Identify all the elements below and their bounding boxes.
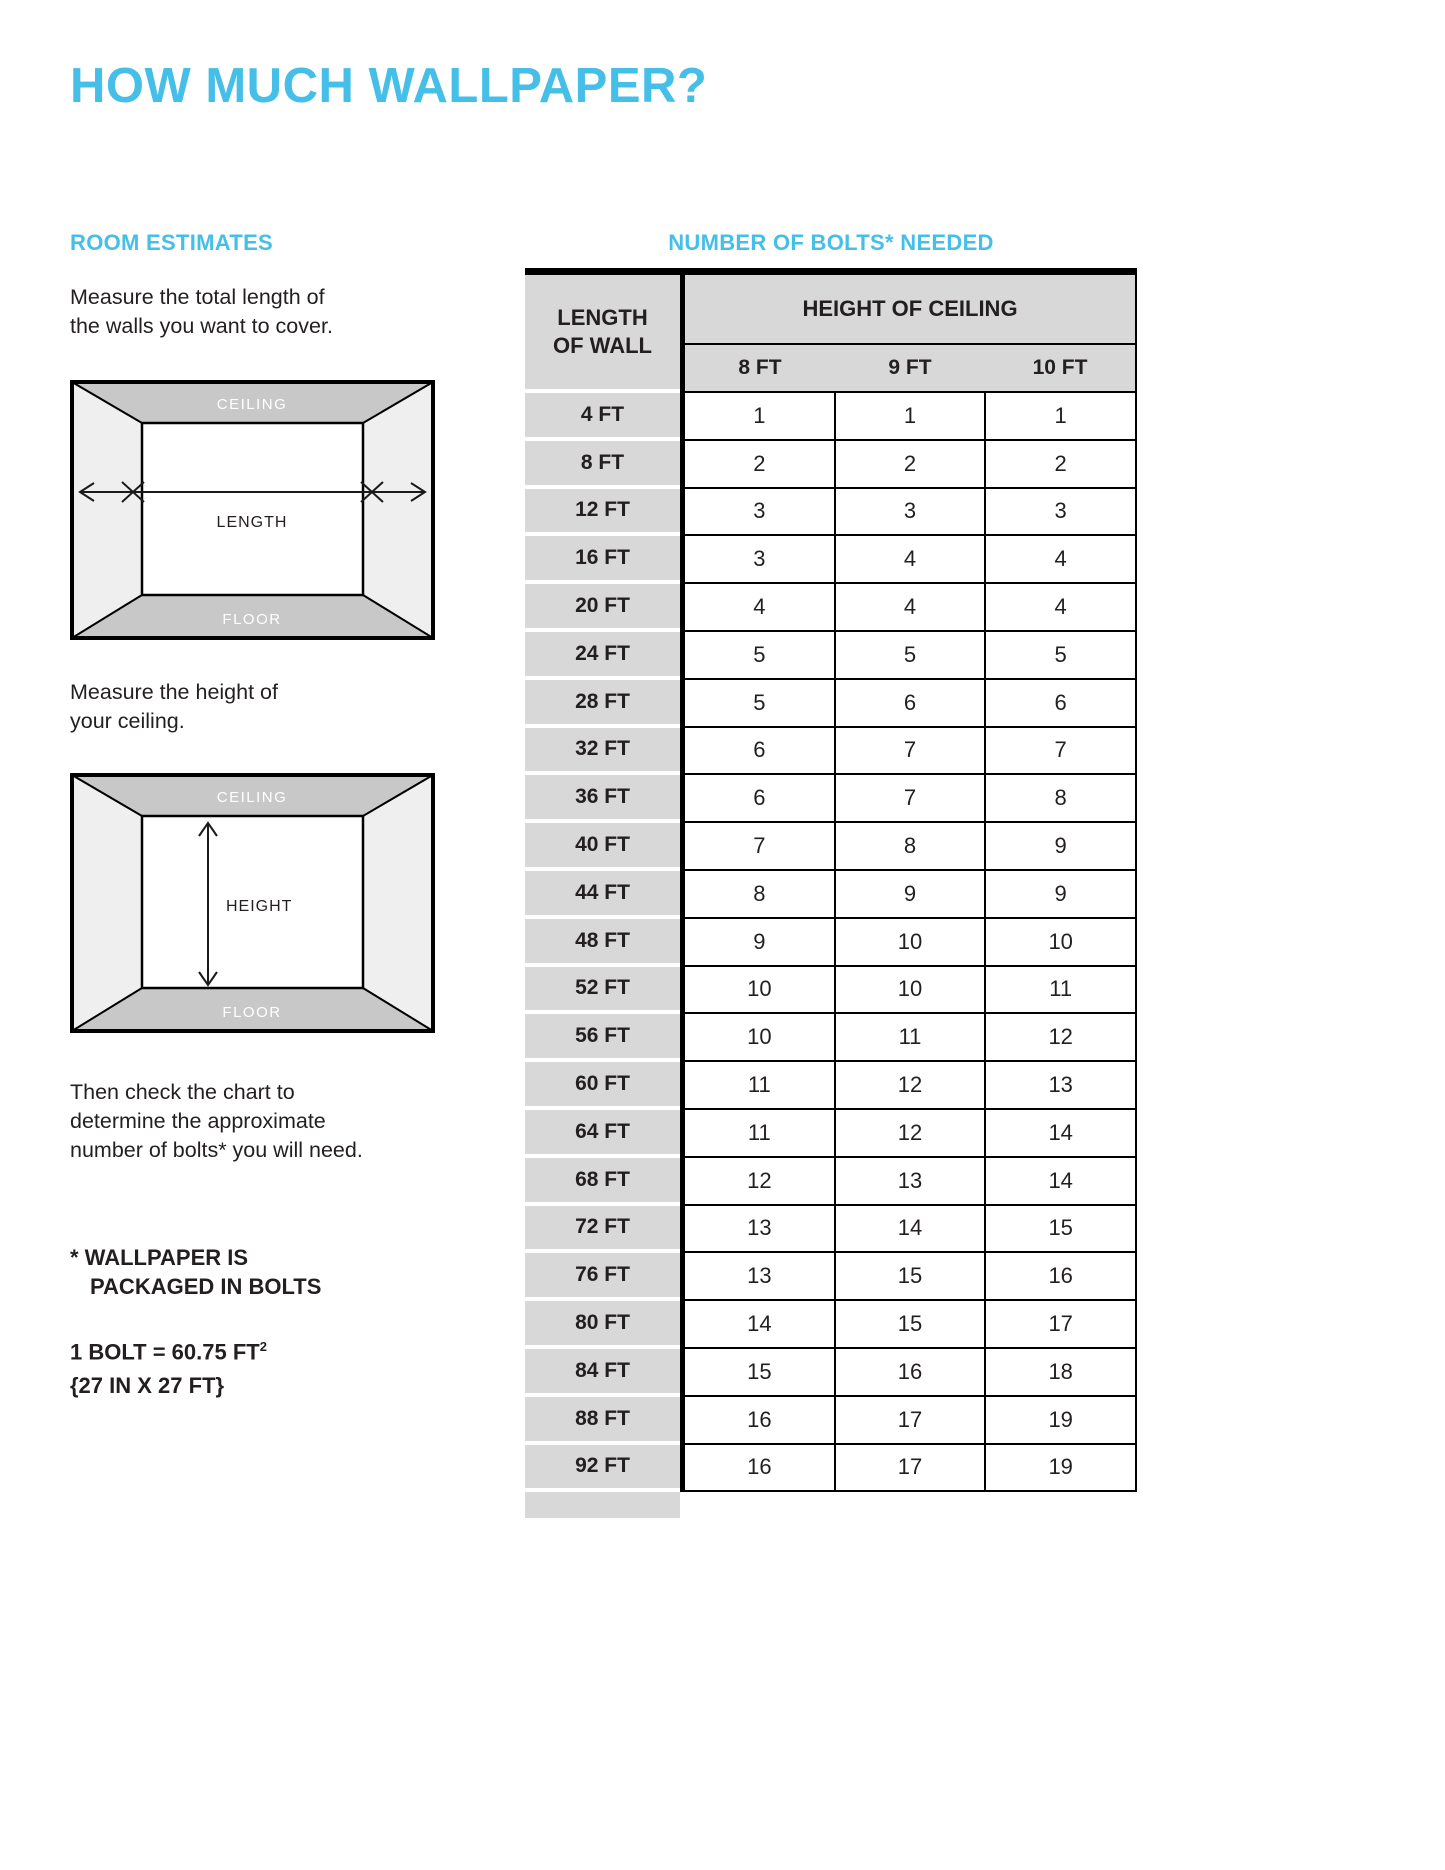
row-label: 48 FT (525, 919, 680, 967)
row-label: 76 FT (525, 1253, 680, 1301)
row-label: 24 FT (525, 632, 680, 680)
row-value: 4 (984, 584, 1135, 630)
corner-header-line: OF WALL (553, 333, 652, 358)
row-value: 16 (834, 1349, 985, 1395)
row-value: 7 (685, 823, 834, 869)
table-row (525, 1349, 1137, 1397)
floor-label: FLOOR (222, 1004, 282, 1021)
row-value: 12 (984, 1014, 1135, 1060)
row-value: 6 (984, 680, 1135, 726)
row-label: 4 FT (525, 393, 680, 441)
page-title: HOW MUCH WALLPAPER? (70, 59, 708, 113)
row-value: 1 (984, 393, 1135, 439)
row-values (680, 632, 1137, 680)
row-label: 52 FT (525, 967, 680, 1015)
table-row (525, 536, 1137, 584)
row-values (680, 967, 1137, 1015)
row-values (680, 1206, 1137, 1254)
table-row (525, 680, 1137, 728)
row-values (680, 441, 1137, 489)
row-value: 10 (984, 919, 1135, 965)
table-row (525, 1397, 1137, 1445)
row-label: 28 FT (525, 680, 680, 728)
table-row (525, 823, 1137, 871)
row-value: 15 (685, 1349, 834, 1395)
table-row (525, 728, 1137, 776)
table-footer-strip (525, 1492, 680, 1518)
row-label: 20 FT (525, 584, 680, 632)
row-value: 4 (685, 584, 834, 630)
table-row (525, 1158, 1137, 1206)
table-row (525, 632, 1137, 680)
table-row (525, 1062, 1137, 1110)
table-row (525, 871, 1137, 919)
step1-text (70, 283, 430, 341)
row-value: 4 (834, 536, 985, 582)
row-value: 17 (834, 1397, 985, 1443)
row-values (680, 775, 1137, 823)
step2-line: your ceiling. (70, 709, 185, 733)
row-value: 5 (984, 632, 1135, 678)
row-values (680, 1397, 1137, 1445)
bolts-table (525, 268, 1137, 1518)
step1-line: the walls you want to cover. (70, 314, 333, 338)
row-value: 11 (984, 967, 1135, 1013)
ceiling-label: CEILING (216, 396, 288, 413)
row-value: 6 (685, 728, 834, 774)
row-value: 16 (984, 1253, 1135, 1299)
row-label: 88 FT (525, 1397, 680, 1445)
row-value: 15 (834, 1253, 985, 1299)
ceiling-height-diagram (70, 773, 435, 1033)
column-header-9ft: 9 FT (888, 356, 932, 379)
row-label: 68 FT (525, 1158, 680, 1206)
row-values (680, 536, 1137, 584)
row-value: 9 (834, 871, 985, 917)
row-value: 11 (685, 1110, 834, 1156)
row-value: 19 (984, 1445, 1135, 1491)
row-value: 5 (834, 632, 985, 678)
row-values (680, 1349, 1137, 1397)
ceiling-header-group (680, 275, 1137, 393)
row-label: 32 FT (525, 728, 680, 776)
bolt-info (70, 1330, 267, 1403)
row-value: 18 (984, 1349, 1135, 1395)
row-values (680, 1445, 1137, 1493)
row-value: 14 (685, 1301, 834, 1347)
row-value: 10 (685, 967, 834, 1013)
row-value: 17 (834, 1445, 985, 1491)
table-row (525, 393, 1137, 441)
row-value: 3 (984, 489, 1135, 535)
row-values (680, 919, 1137, 967)
row-values (680, 1301, 1137, 1349)
length-of-wall-header (525, 275, 680, 393)
row-value: 11 (685, 1062, 834, 1108)
row-value: 3 (685, 536, 834, 582)
bolt-dimensions: {27 IN X 27 FT} (70, 1373, 225, 1399)
column-header-8ft: 8 FT (738, 356, 782, 379)
row-value: 12 (685, 1158, 834, 1204)
step3-line: determine the approximate (70, 1109, 326, 1133)
row-value: 4 (834, 584, 985, 630)
row-values (680, 1062, 1137, 1110)
row-value: 8 (834, 823, 985, 869)
row-values (680, 393, 1137, 441)
bolt-equation (70, 1330, 267, 1369)
row-value: 7 (834, 728, 985, 774)
row-value: 12 (834, 1110, 985, 1156)
row-value: 15 (984, 1206, 1135, 1252)
corner-header-line: LENGTH (557, 305, 648, 330)
table-row (525, 441, 1137, 489)
row-value: 9 (984, 871, 1135, 917)
note-line: PACKAGED IN BOLTS (90, 1274, 322, 1299)
row-label: 72 FT (525, 1206, 680, 1254)
bolts-table-body (525, 393, 1137, 1492)
row-value: 1 (685, 393, 834, 439)
bolts-needed-heading: NUMBER OF BOLTS* NEEDED (668, 230, 994, 255)
row-values (680, 1158, 1137, 1206)
row-value: 5 (685, 680, 834, 726)
row-value: 12 (834, 1062, 985, 1108)
row-label: 60 FT (525, 1062, 680, 1110)
table-header (525, 275, 1137, 393)
row-label: 80 FT (525, 1301, 680, 1349)
row-label: 40 FT (525, 823, 680, 871)
row-value: 1 (834, 393, 985, 439)
row-value: 3 (685, 489, 834, 535)
bolt-equation-superscript: 2 (259, 1339, 267, 1354)
row-value: 10 (685, 1014, 834, 1060)
back-wall (142, 423, 363, 595)
row-values (680, 1014, 1137, 1062)
row-label: 92 FT (525, 1445, 680, 1493)
step3-line: number of bolts* you will need. (70, 1138, 363, 1162)
column-headers-row (685, 345, 1135, 393)
row-values (680, 584, 1137, 632)
row-label: 16 FT (525, 536, 680, 584)
row-value: 9 (685, 919, 834, 965)
step3-text (70, 1078, 450, 1165)
note-line: * WALLPAPER IS (70, 1245, 249, 1270)
room-length-diagram (70, 380, 435, 640)
row-value: 8 (984, 775, 1135, 821)
row-value: 7 (984, 728, 1135, 774)
table-row (525, 1014, 1137, 1062)
row-value: 5 (685, 632, 834, 678)
column-header-10ft: 10 FT (1032, 356, 1088, 379)
row-value: 14 (834, 1206, 985, 1252)
row-values (680, 728, 1137, 776)
row-label: 36 FT (525, 775, 680, 823)
row-value: 16 (685, 1397, 834, 1443)
table-row (525, 489, 1137, 537)
row-value: 10 (834, 967, 985, 1013)
table-row (525, 1206, 1137, 1254)
row-label: 44 FT (525, 871, 680, 919)
row-value: 17 (984, 1301, 1135, 1347)
row-value: 19 (984, 1397, 1135, 1443)
row-value: 3 (834, 489, 985, 535)
row-value: 7 (834, 775, 985, 821)
row-value: 10 (834, 919, 985, 965)
row-value: 14 (984, 1158, 1135, 1204)
bolt-equation-text: 1 BOLT = 60.75 FT (70, 1339, 260, 1365)
row-value: 13 (685, 1253, 834, 1299)
table-row (525, 1110, 1137, 1158)
step3-line: Then check the chart to (70, 1080, 295, 1104)
table-row (525, 775, 1137, 823)
row-value: 6 (834, 680, 985, 726)
room-estimates-heading: ROOM ESTIMATES (70, 230, 274, 255)
step2-line: Measure the height of (70, 680, 278, 704)
row-values (680, 489, 1137, 537)
row-values (680, 680, 1137, 728)
row-values (680, 823, 1137, 871)
table-row (525, 1253, 1137, 1301)
row-value: 2 (834, 441, 985, 487)
row-value: 13 (685, 1206, 834, 1252)
row-values (680, 871, 1137, 919)
row-values (680, 1253, 1137, 1301)
wallpaper-bolts-note (70, 1243, 321, 1301)
row-value: 15 (834, 1301, 985, 1347)
table-row (525, 967, 1137, 1015)
row-value: 8 (685, 871, 834, 917)
row-value: 6 (685, 775, 834, 821)
table-row (525, 1445, 1137, 1493)
row-value: 13 (984, 1062, 1135, 1108)
row-value: 13 (834, 1158, 985, 1204)
row-value: 9 (984, 823, 1135, 869)
row-value: 14 (984, 1110, 1135, 1156)
row-value: 4 (984, 536, 1135, 582)
height-label: HEIGHT (226, 898, 293, 915)
row-value: 11 (834, 1014, 985, 1060)
step1-line: Measure the total length of (70, 285, 325, 309)
row-label: 12 FT (525, 489, 680, 537)
row-value: 2 (685, 441, 834, 487)
row-label: 56 FT (525, 1014, 680, 1062)
table-row (525, 584, 1137, 632)
table-row (525, 1301, 1137, 1349)
row-label: 84 FT (525, 1349, 680, 1397)
table-row (525, 919, 1137, 967)
length-label: LENGTH (216, 514, 288, 531)
row-label: 64 FT (525, 1110, 680, 1158)
row-value: 16 (685, 1445, 834, 1491)
ceiling-label: CEILING (216, 789, 288, 806)
step2-text (70, 678, 430, 736)
row-label: 8 FT (525, 441, 680, 489)
row-value: 2 (984, 441, 1135, 487)
floor-label: FLOOR (222, 611, 282, 628)
row-values (680, 1110, 1137, 1158)
height-of-ceiling-header: HEIGHT OF CEILING (685, 275, 1135, 345)
